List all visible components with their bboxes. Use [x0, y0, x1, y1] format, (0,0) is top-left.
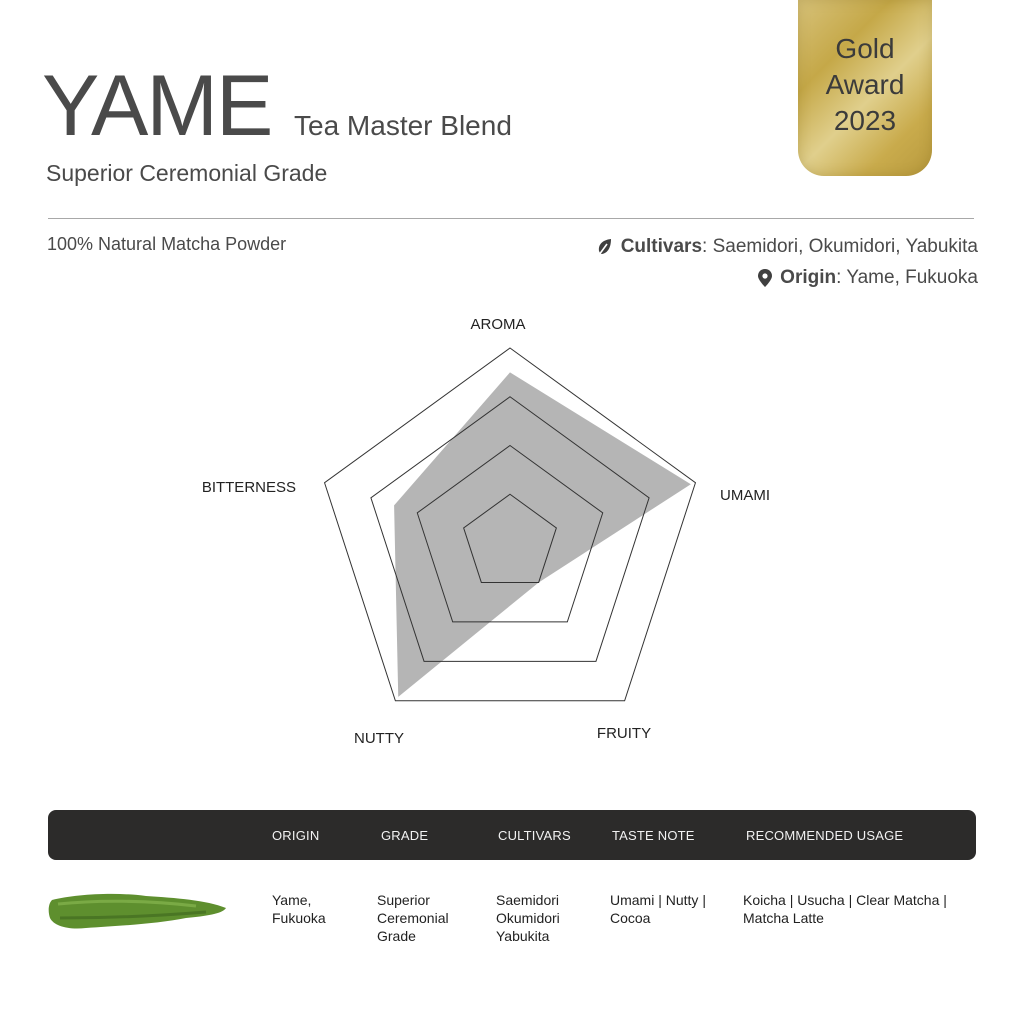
matcha-powder-swatch — [46, 888, 228, 937]
axis-label-umami: UMAMI — [720, 487, 770, 504]
column-header-cultivars: CULTIVARS — [498, 828, 571, 843]
axis-label-bitterness: BITTERNESS — [201, 479, 296, 496]
axis-label-aroma: AROMA — [470, 316, 526, 333]
table-cell-cultivars: Saemidori Okumidori Yabukita — [496, 892, 560, 944]
cultivars-value: : Saemidori, Okumidori, Yabukita — [702, 236, 978, 257]
award-line: Gold — [835, 33, 895, 64]
table-cell-origin: Yame, Fukuoka — [272, 892, 326, 926]
axis-label-fruity: FRUITY — [596, 725, 652, 742]
column-header-recommended-usage: RECOMMENDED USAGE — [746, 828, 904, 843]
blend-subtitle: Tea Master Blend — [294, 110, 512, 141]
table-cell-grade: Superior Ceremonial Grade — [377, 892, 449, 944]
column-header-grade: GRADE — [381, 828, 429, 843]
brand-title: YAME — [42, 58, 272, 154]
axis-label-nutty: NUTTY — [354, 730, 404, 747]
table-cell-taste-note: Umami | Nutty | Cocoa — [610, 892, 706, 926]
cultivars-key: Cultivars — [620, 236, 703, 257]
origin-key: Origin — [780, 267, 837, 288]
radar-data-area — [394, 372, 691, 696]
table-cell-recommended-usage: Koicha | Usucha | Clear Matcha | Matcha Latte — [743, 892, 947, 926]
origin-value: : Yame, Fukuoka — [836, 267, 978, 288]
grade-label: Superior Ceremonial Grade — [46, 160, 328, 186]
column-header-origin: ORIGIN — [272, 828, 320, 843]
table-header — [48, 810, 976, 860]
column-header-taste-note: TASTE NOTE — [612, 828, 695, 843]
award-year: 2023 — [833, 105, 897, 136]
award-line: Award — [825, 69, 905, 100]
natural-label: 100% Natural Matcha Powder — [47, 234, 287, 254]
